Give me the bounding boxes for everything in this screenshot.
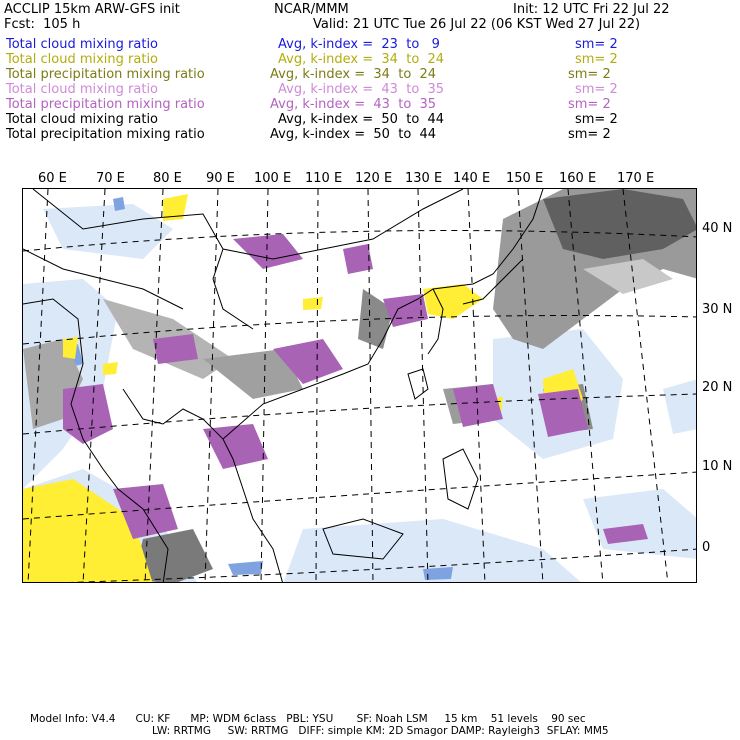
lat-label: 20 N — [702, 380, 733, 395]
lon-label: 160 E — [559, 171, 597, 186]
lon-label: 60 E — [38, 171, 67, 186]
forecast-hour: Fcst: 105 h — [4, 17, 81, 32]
field-avg: Avg, k-index = 50 to 44 — [270, 127, 437, 142]
field-avg: Avg, k-index = 34 to 24 — [270, 67, 437, 82]
lon-label: 80 E — [153, 171, 182, 186]
lon-label: 100 E — [254, 171, 292, 186]
model-info-line2: LW: RRTMG SW: RRTMG DIFF: simple KM: 2D Smagor DAMP: Rayleigh3 SFLAY: MM5 — [152, 725, 609, 737]
lat-label: 30 N — [702, 302, 733, 317]
org-label: NCAR/MMM — [274, 2, 349, 17]
field-name: Total cloud mixing ratio — [6, 112, 159, 127]
field-avg: Avg, k-index = 50 to 44 — [278, 112, 445, 127]
field-avg: Avg, k-index = 43 to 35 — [270, 97, 437, 112]
lon-label: 150 E — [506, 171, 544, 186]
field-sm: sm= 2 — [575, 112, 618, 127]
field-name: Total cloud mixing ratio — [6, 52, 159, 67]
map-canvas — [23, 189, 697, 583]
field-sm: sm= 2 — [568, 127, 611, 142]
valid-time: Valid: 21 UTC Tue 26 Jul 22 (06 KST Wed 27 Jul 22) — [313, 17, 641, 32]
field-sm: sm= 2 — [575, 37, 618, 52]
field-sm: sm= 2 — [575, 82, 618, 97]
lon-label: 110 E — [305, 171, 343, 186]
map-panel — [22, 188, 697, 583]
field-name: Total precipitation mixing ratio — [6, 127, 205, 142]
field-avg: Avg, k-index = 43 to 35 — [278, 82, 445, 97]
field-sm: sm= 2 — [575, 52, 618, 67]
field-name: Total precipitation mixing ratio — [6, 97, 205, 112]
field-name: Total precipitation mixing ratio — [6, 67, 205, 82]
lat-label: 0 — [702, 540, 711, 555]
lon-label: 70 E — [96, 171, 125, 186]
lon-label: 90 E — [206, 171, 235, 186]
model-title: ACCLIP 15km ARW-GFS init — [4, 2, 180, 17]
model-info-line1: Model Info: V4.4 CU: KF MP: WDM 6class PBL: YSU SF: Noah LSM 15 km 51 levels 90 sec — [30, 713, 586, 725]
field-sm: sm= 2 — [568, 97, 611, 112]
lon-label: 120 E — [355, 171, 393, 186]
field-name: Total cloud mixing ratio — [6, 82, 159, 97]
lat-label: 40 N — [702, 221, 733, 236]
init-time: Init: 12 UTC Fri 22 Jul 22 — [513, 2, 670, 17]
lat-label: 10 N — [702, 459, 733, 474]
lon-label: 130 E — [405, 171, 443, 186]
lon-label: 140 E — [453, 171, 491, 186]
field-avg: Avg, k-index = 34 to 24 — [278, 52, 445, 67]
field-sm: sm= 2 — [568, 67, 611, 82]
field-name: Total cloud mixing ratio — [6, 37, 159, 52]
lon-label: 170 E — [617, 171, 655, 186]
field-avg: Avg, k-index = 23 to 9 — [278, 37, 440, 52]
